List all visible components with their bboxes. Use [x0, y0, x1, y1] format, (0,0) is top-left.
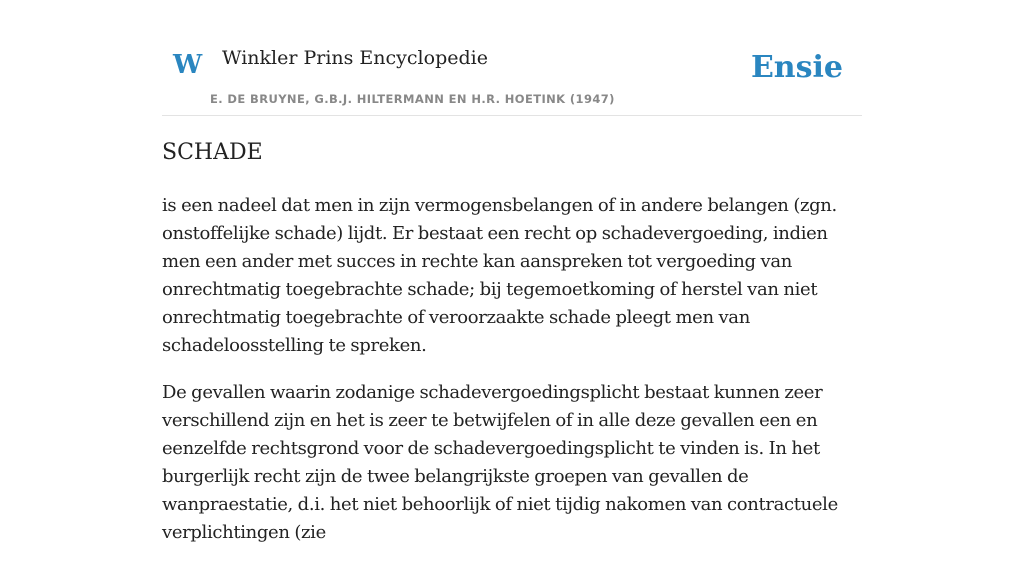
ensie-logo[interactable]: Ensie	[750, 50, 843, 85]
source-header	[162, 30, 862, 116]
source-title[interactable]: Winkler Prins Encyclopedie	[222, 47, 488, 69]
article-body	[162, 192, 862, 566]
article-headword: SCHADE	[162, 140, 263, 165]
winkler-prins-logo[interactable]: W	[173, 50, 203, 80]
article-paragraph: De gevallen waarin zodanige schadevergoedingsplicht bestaat kunnen zeer verschillend zijn en het is zeer te betwijfelen of in alle deze gevallen een en eenzelfde rechtsgrond voor de schadevergoedingsplicht te vinden is. In het burgerlijk recht zijn de twee belangrijkste groepen van gevallen de wanpraestatie, d.i. het niet behoorlijk of niet tijdig nakomen van contractuele verplichtingen (zie	[162, 382, 838, 543]
article-paragraph: is een nadeel dat men in zijn vermogensbelangen of in andere belangen (zgn. onstoffelijke schade) lijdt. Er bestaat een recht op schadevergoeding, indien men een ander met succes in rechte kan aanspreken tot vergoeding van onrechtmatig toegebrachte schade; bij tegemoetkoming of herstel van niet onrechtmatig toegebrachte of veroorzaakte schade pleegt men van schadeloosstelling te spreken.	[162, 195, 837, 356]
source-authors: E. DE BRUYNE, G.B.J. HILTERMANN EN H.R. HOETINK (1947)	[210, 92, 615, 106]
